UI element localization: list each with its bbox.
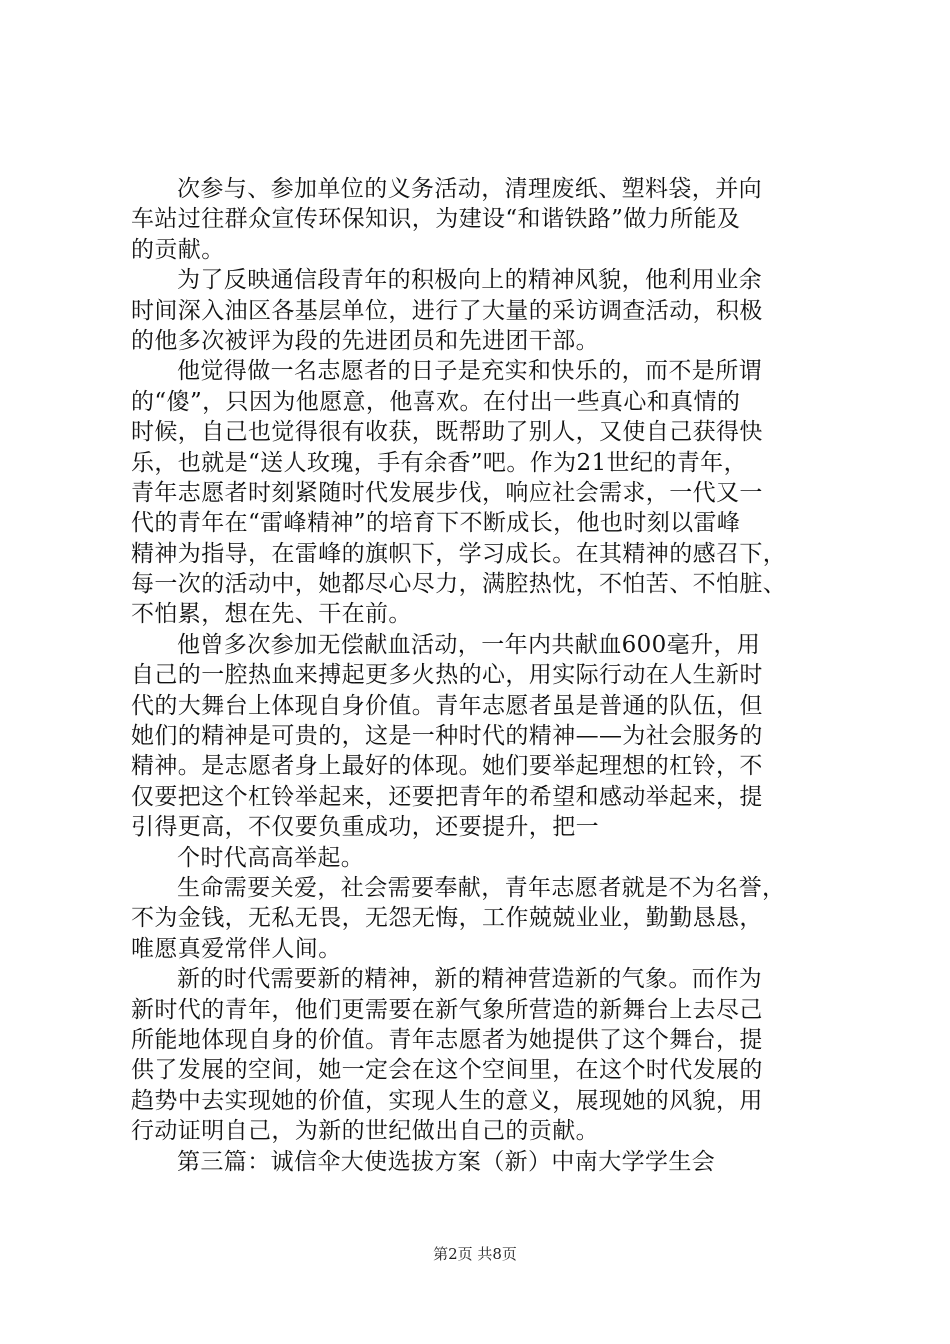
text-line: 仅要把这个杠铃举起来，还要把青年的希望和感动举起来，提 [131,783,763,810]
text-line: 青年志愿者时刻紧随时代发展步伐，响应社会需求，一代又一 [131,479,763,506]
text-line: 供了发展的空间，她一定会在这个空间里，在这个时代发展的 [131,1057,763,1084]
text-line: 的“傻”，只因为他愿意，他喜欢。在付出一些真心和真情的 [131,388,741,415]
text-line: 精神为指导，在雷峰的旗帜下，学习成长。在其精神的感召下， [131,540,787,567]
text-line: 代的青年在“雷峰精神”的培育下不断成长，他也时刻以雷峰 [131,510,741,537]
text-line: 代的大舞台上体现自身价值。青年志愿者虽是普通的队伍，但 [131,692,763,719]
text-line: 的他多次被评为段的先进团员和先进团干部。 [131,327,599,354]
text-line: 她们的精神是可贵的，这是一种时代的精神——为社会服务的 [131,723,763,750]
text-line: 生命需要关爱，社会需要奉献，青年志愿者就是不为名誉， [177,874,786,901]
text-line: 车站过往群众宣传环保知识，为建设“和谐铁路”做力所能及 [131,206,741,233]
text-line: 的贡献。 [131,236,225,263]
text-line: 自己的一腔热血来搏起更多火热的心，用实际行动在人生新时 [131,662,763,689]
text-line: 为了反映通信段青年的积极向上的精神风貌，他利用业余 [177,267,762,294]
text-line: 个时代高高举起。 [177,844,365,871]
text-line: 新时代的青年，他们更需要在新气象所营造的新舞台上去尽己 [131,996,763,1023]
text-line: 新的时代需要新的精神，新的精神营造新的气象。而作为 [177,966,762,993]
text-line: 唯愿真爱常伴人间。 [131,935,342,962]
text-line: 所能地体现自身的价值。青年志愿者为她提供了这个舞台，提 [131,1026,763,1053]
text-line: 乐，也就是“送人玫瑰，手有余香”吧。作为21世纪的青年， [131,449,747,476]
page-footer: 第2页 共8页 [433,1245,517,1263]
text-line: 趋势中去实现她的价值，实现人生的意义，展现她的风貌，用 [131,1087,763,1114]
text-line: 行动证明自己，为新的世纪做出自己的贡献。 [131,1118,599,1145]
text-line: 引得更高，不仅要负重成功，还要提升，把一 [131,814,599,841]
text-line: 他曾多次参加无偿献血活动，一年内共献血600毫升，用 [177,631,761,658]
text-line: 精神。是志愿者身上最好的体现。她们要举起理想的杠铃，不 [131,753,763,780]
text-line: 时间深入油区各基层单位，进行了大量的采访调查活动，积极 [131,297,763,324]
text-line: 不怕累，想在先、干在前。 [131,601,412,628]
text-line: 他觉得做一名志愿者的日子是充实和快乐的，而不是所谓 [177,358,762,385]
text-line: 不为金钱，无私无畏，无怨无悔，工作兢兢业业，勤勤恳恳， [131,905,763,932]
text-line: 每一次的活动中，她都尽心尽力，满腔热忱，不怕苦、不怕脏、 [131,571,787,598]
document-body [131,174,831,1177]
text-line: 次参与、参加单位的义务活动，清理废纸、塑料袋，并向 [177,176,762,202]
text-line: 时候，自己也觉得很有收获，既帮助了别人，又使自己获得快 [131,419,763,446]
section-heading: 第三篇：诚信伞大使选拔方案（新）中南大学学生会 [177,1148,716,1175]
